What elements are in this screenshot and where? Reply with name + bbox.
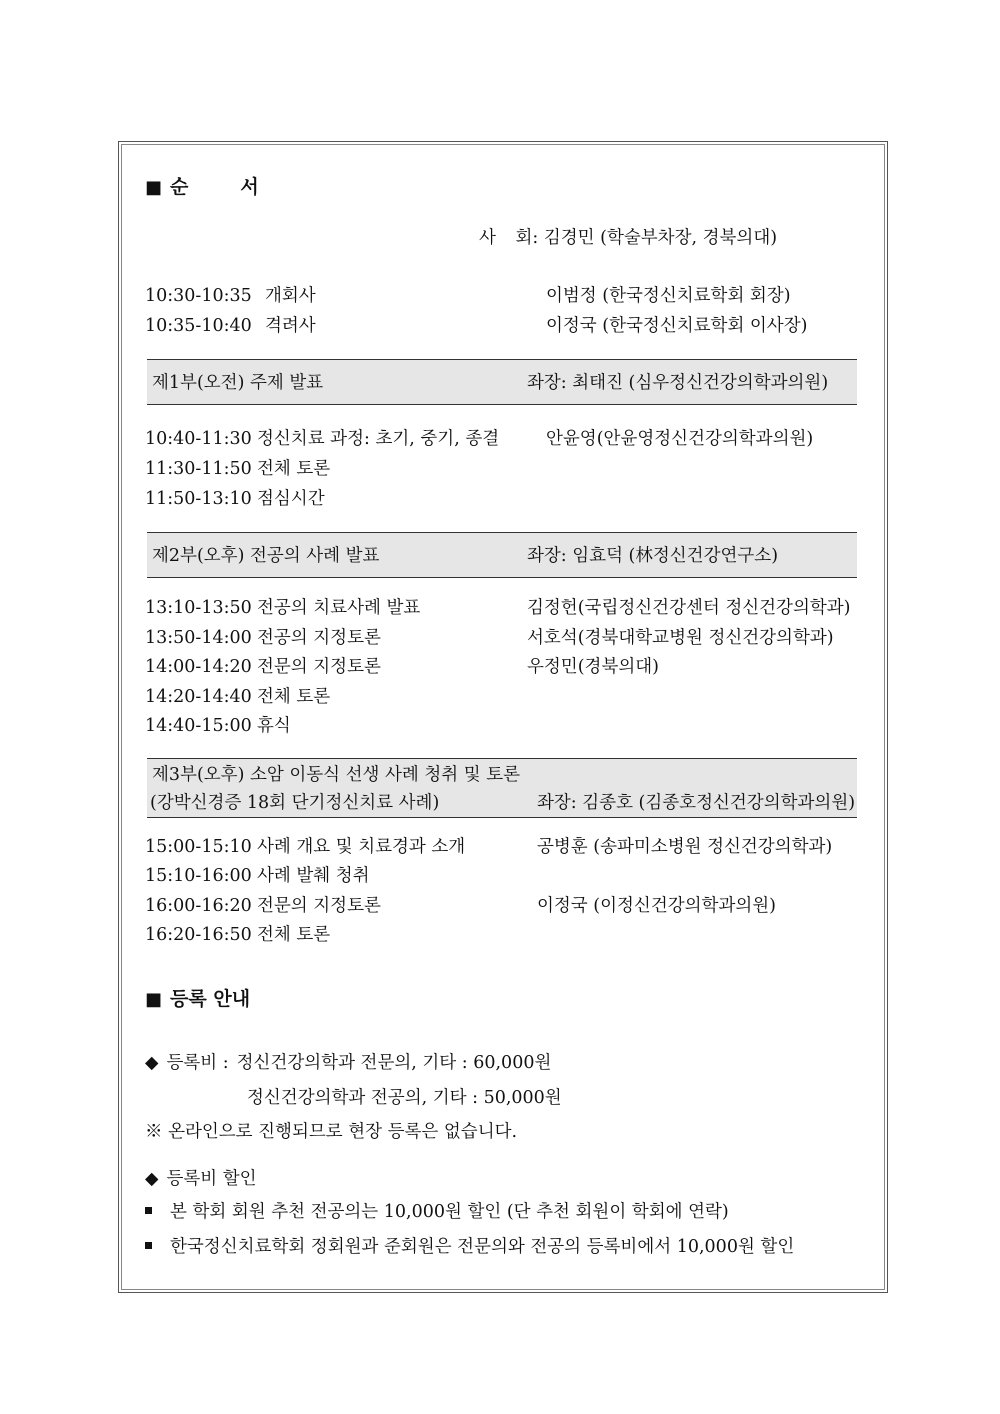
schedule-title: 전문의 지정토론 <box>257 657 381 677</box>
schedule-time: 13:50-14:00 <box>145 628 252 648</box>
schedule-title: 휴식 <box>257 716 291 736</box>
heading-square-icon: ■ <box>145 177 163 198</box>
schedule-title: 전공의 지정토론 <box>257 628 381 648</box>
mc-label: 사 회: <box>479 228 539 248</box>
square-bullet-icon <box>145 1242 152 1249</box>
schedule-person: 이정국 (한국정신치료학회 이사장) <box>546 316 808 336</box>
part3-chair: 좌장: 김종호 (김종호정신건강의학과의원) <box>537 793 856 813</box>
schedule-title: 전체 토론 <box>257 925 331 945</box>
part1-header-band <box>147 359 857 405</box>
schedule-person: 안윤영(안윤영정신건강의학과의원) <box>546 429 814 449</box>
part2-header-band <box>147 532 857 578</box>
schedule-person: 이정국 (이정신건강의학과의원) <box>537 896 776 916</box>
schedule-time: 13:10-13:50 <box>145 598 252 618</box>
discount-heading: ◆ 등록비 할인 <box>145 1169 257 1189</box>
schedule-time: 15:00-15:10 <box>145 837 252 857</box>
square-bullet-icon <box>145 1207 152 1214</box>
part3-header-band <box>147 758 857 818</box>
schedule-person: 김정헌(국립정신건강센터 정신건강의학과) <box>527 598 851 618</box>
schedule-time: 11:30-11:50 <box>145 459 252 479</box>
schedule-time: 11:50-13:10 <box>145 489 252 509</box>
schedule-title: 사례 개요 및 치료경과 소개 <box>257 837 466 857</box>
order-heading: ■ 순 서 <box>145 176 259 198</box>
part2-title: 제2부(오후) 전공의 사례 발표 <box>152 546 380 566</box>
registration-heading: ■ 등록 안내 <box>145 988 251 1010</box>
registration-note: ※ 온라인으로 진행되므로 현장 등록은 없습니다. <box>145 1122 518 1142</box>
schedule-person: 이범정 (한국정신치료학회 회장) <box>546 286 791 306</box>
schedule-time: 14:40-15:00 <box>145 716 252 736</box>
heading-square-icon: ■ <box>145 989 163 1010</box>
schedule-person: 우정민(경북의대) <box>527 657 659 677</box>
schedule-title: 전공의 치료사례 발표 <box>257 598 421 618</box>
schedule-title: 사례 발췌 청취 <box>257 866 370 886</box>
schedule-time: 16:00-16:20 <box>145 896 252 916</box>
part3-title: 제3부(오후) 소암 이동식 선생 사례 청취 및 토론 <box>152 765 521 785</box>
schedule-title: 정신치료 과정: 초기, 중기, 종결 <box>257 429 500 449</box>
mc-line <box>479 227 777 249</box>
mc-value: 김경민 (학술부차장, 경북의대) <box>543 228 778 248</box>
schedule-time: 16:20-16:50 <box>145 925 252 945</box>
schedule-time: 10:30-10:35 <box>145 286 252 306</box>
fee-resident: 정신건강의학과 전공의, 기타 : 50,000원 <box>247 1088 562 1108</box>
diamond-bullet-icon: ◆ <box>145 1053 159 1073</box>
schedule-title: 전문의 지정토론 <box>257 896 381 916</box>
part1-title: 제1부(오전) 주제 발표 <box>152 373 324 393</box>
schedule-time: 14:20-14:40 <box>145 687 252 707</box>
discount-item: 한국정신치료학회 정회원과 준회원은 전문의와 전공의 등록비에서 10,000원 할인 <box>145 1236 794 1258</box>
schedule-time: 10:35-10:40 <box>145 316 252 336</box>
schedule-person: 서호석(경북대학교병원 정신건강의학과) <box>527 628 834 648</box>
fee-label: 등록비 : <box>166 1053 229 1073</box>
schedule-title: 전체 토론 <box>257 687 331 707</box>
schedule-title: 개회사 <box>265 286 316 306</box>
part2-chair: 좌장: 임효덕 (林정신건강연구소) <box>527 546 779 566</box>
diamond-bullet-icon: ◆ <box>145 1169 159 1189</box>
schedule-title: 점심시간 <box>257 489 325 509</box>
schedule-time: 10:40-11:30 <box>145 429 252 449</box>
discount-item: 본 학회 회원 추천 전공의는 10,000원 할인 (단 추천 회원이 학회에 연락) <box>145 1201 729 1223</box>
schedule-time: 15:10-16:00 <box>145 866 252 886</box>
fee-specialist: 정신건강의학과 전문의, 기타 : 60,000원 <box>236 1053 552 1073</box>
schedule-person: 공병훈 (송파미소병원 정신건강의학과) <box>537 837 833 857</box>
schedule-time: 14:00-14:20 <box>145 657 252 677</box>
fee-line-1 <box>145 1052 551 1074</box>
schedule-title: 전체 토론 <box>257 459 331 479</box>
schedule-title: 격려사 <box>265 316 316 336</box>
part3-subtitle: (강박신경증 18회 단기정신치료 사례) <box>150 793 440 813</box>
part1-chair: 좌장: 최태진 (심우정신건강의학과의원) <box>527 373 829 393</box>
